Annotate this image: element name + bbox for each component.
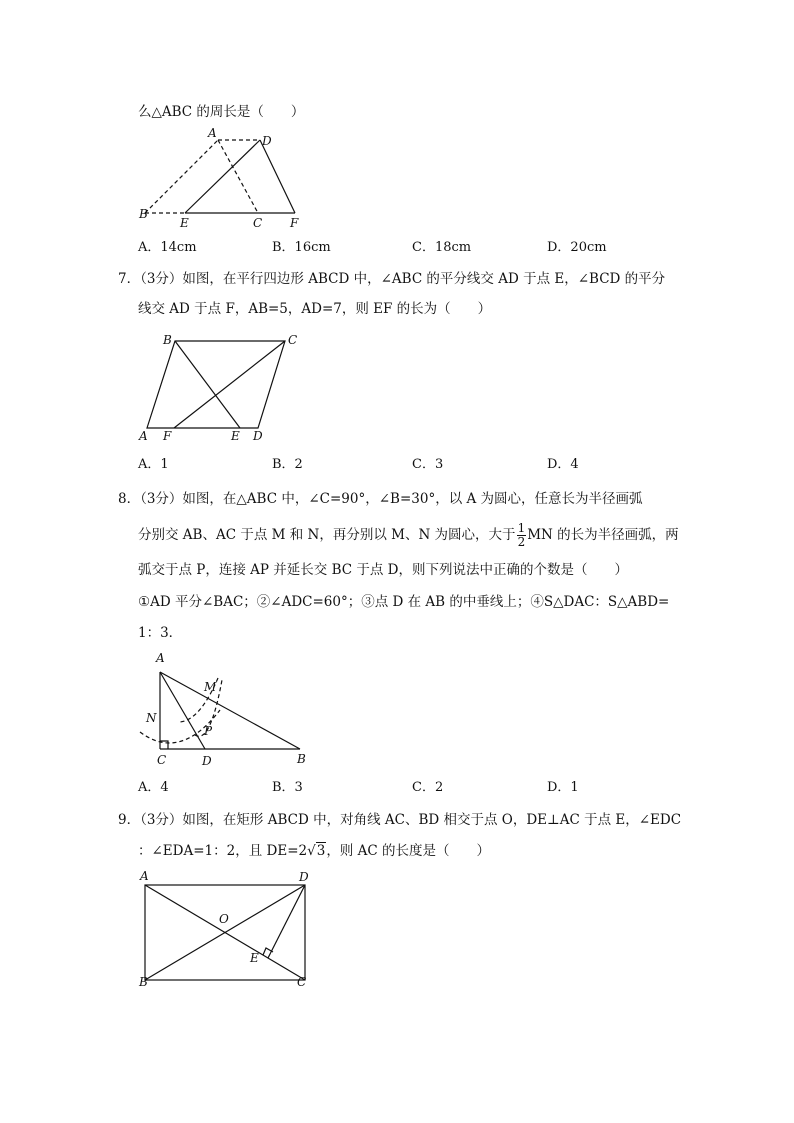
q8-seg-AB [160,672,300,749]
q9-label-D: D [299,870,309,884]
q8-option-b: B．3 [272,780,303,795]
q8-fraction [517,522,527,549]
q8-label-M: M [204,680,217,694]
q9-stem-line1: 9．（3分）如图，在矩形 ABCD 中，对角线 AC、BD 相交于点 O，DE⊥AC 于点 E，∠EDC [118,812,682,828]
q9-label-A: A [140,869,149,883]
q9-stem-line2-b: ，则 AC 的长度是（ ） [326,843,490,859]
q6-option-b: B．16cm [272,240,331,255]
q9-figure [135,868,335,993]
q6-label-D: D [262,134,272,148]
q6-seg-BA [145,140,218,213]
q8-stem-line2-b: MN 的长为半径画弧，两 [527,527,679,543]
q7-label-A: A [139,429,148,443]
q8-stem-line2 [138,522,679,549]
q7-label-D: D [253,429,263,443]
q8-label-C: C [157,753,167,767]
q6-seg-DF [260,140,295,213]
q6-tail-text: 么△ABC 的周长是（ ） [138,104,305,120]
q6-label-B: B [139,207,148,221]
q7-label-C: C [288,333,298,347]
q6-label-C: C [253,216,263,230]
q9-label-E: E [250,951,259,965]
q8-label-B: B [297,752,306,766]
q8-fraction-num: 1 [517,521,526,535]
q8-stem-line3: 弧交于点 P，连接 AP 并延长交 BC 于点 D，则下列说法中正确的个数是（ ） [138,562,628,578]
q9-sqrt-value: 3 [316,843,326,859]
q6-option-a: A．14cm [138,240,197,255]
q8-figure [140,650,330,770]
q7-label-B: B [163,333,172,347]
q8-stem-line2-a: 分别交 AB、AC 于点 M 和 N，再分别以 M、N 为圆心，大于 [138,527,516,543]
q7-option-b: B．2 [272,457,303,472]
q7-label-E: E [231,429,240,443]
q7-option-a: A．1 [138,457,169,472]
q8-label-A: A [156,651,165,665]
q6-label-E: E [180,216,189,230]
q7-parallelogram [147,341,285,428]
q8-fraction-den: 2 [517,535,526,549]
q7-label-F: F [163,429,172,443]
q8-stem-line4: ①AD 平分∠BAC；②∠ADC=60°；③点 D 在 AB 的中垂线上；④S△DAC：S△ABD= [138,594,670,610]
q9-label-B: B [139,975,148,989]
q6-label-A: A [208,126,217,140]
q9-sqrt [307,842,326,860]
q7-option-c: C．3 [412,457,444,472]
q6-option-c: C．18cm [412,240,472,255]
q8-label-N: N [146,711,157,725]
q8-option-d: D．1 [547,780,579,795]
q7-option-d: D．4 [547,457,579,472]
q8-label-P: P [204,724,213,738]
q8-seg-AD [160,672,205,749]
q6-seg-ED [185,140,260,213]
q7-stem-line2: 线交 AD 于点 F，AB=5，AD=7，则 EF 的长为（ ） [138,301,492,317]
q6-figure [130,125,330,235]
q9-stem-line2 [138,842,490,860]
q7-stem-line1: 7．（3分）如图，在平行四边形 ABCD 中，∠ABC 的平分线交 AD 于点 E，∠BCD 的平分 [118,271,666,287]
q9-sqrt-sign: √ [307,843,316,859]
q6-option-d: D．20cm [547,240,607,255]
q9-stem-line2-a: ：∠EDA=1：2，且 DE=2 [138,843,308,859]
q8-label-D: D [202,754,212,768]
q8-stem-line5: 1：3． [138,625,183,641]
q9-label-O: O [219,912,229,926]
q9-label-C: C [297,975,307,989]
q8-stem-line1: 8．（3分）如图，在△ABC 中，∠C=90°，∠B=30°，以 A 为圆心，任意长为半径画弧 [118,491,643,507]
q7-figure [135,330,315,443]
q7-seg-CF [174,341,285,428]
q6-label-F: F [290,216,299,230]
q8-option-a: A．4 [138,780,169,795]
q8-option-c: C．2 [412,780,444,795]
q6-seg-AC [218,140,258,213]
q9-right-angle-E [263,948,273,955]
